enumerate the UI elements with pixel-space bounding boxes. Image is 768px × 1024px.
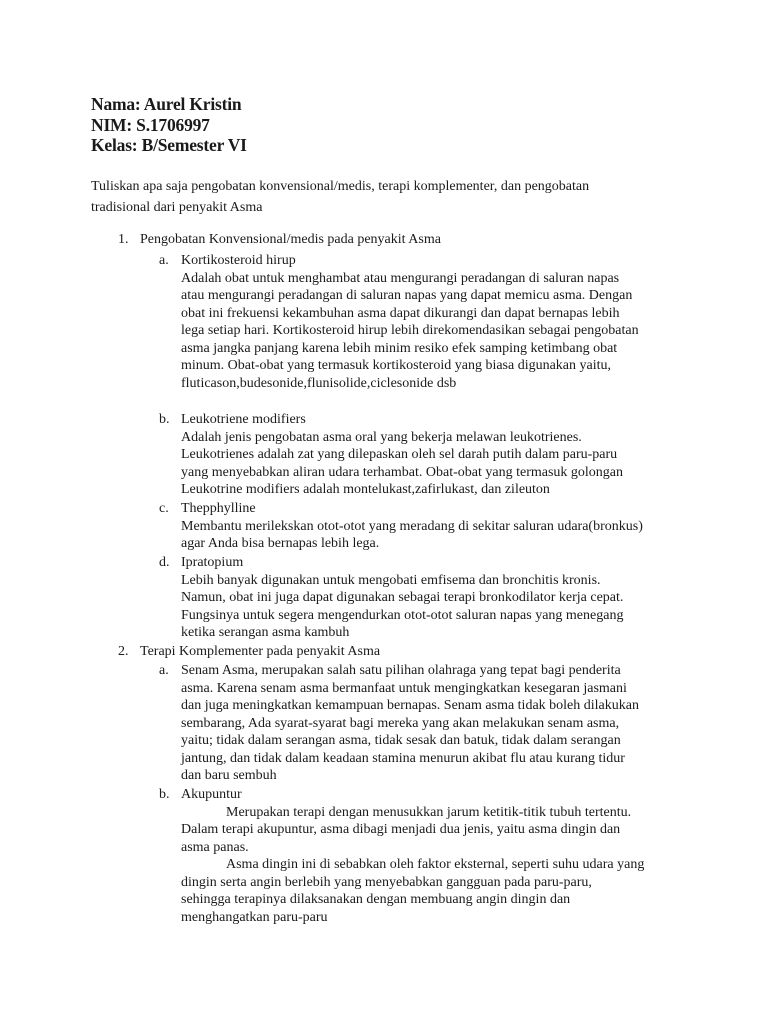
item-body [181,429,689,499]
student-header [91,94,247,156]
text-line: agar Anda bisa bernapas lebih lega. [181,536,380,551]
text-line: yang menyebabkan aliran udara terhambat. Obat-obat yang termasuk golongan [181,464,624,480]
text-line: dan baru sembuh [181,768,277,783]
section-1-title [118,231,441,249]
text-line: yaitu; tidak dalam serangan asma, tidak sesak dan batuk, tidak dalam serangan [181,733,621,748]
item-body [181,804,689,927]
text-line: Adalah jenis pengobatan asma oral yang bekerja melawan leukotrienes. [181,429,582,445]
list-item-ipratopium [159,554,689,642]
list-item-akupuntur [159,786,689,926]
text-line: asma panas. [181,839,249,855]
text-line: Leukotrienes adalah zat yang dilepaskan oleh sel darah putih dalam paru-paru [181,447,618,462]
text-line: fluticason,budesonide,flunisolide,ciclesonide dsb [181,375,457,391]
text-line: ketika serangan asma kambuh [181,625,350,640]
text-line: Senam Asma, merupakan salah satu pilihan olahraga yang tepat bagi penderita [181,663,621,678]
text-line: jantung, dan tidak dalam keadaan stamina menurun akibat flu atau kurang tidur [181,750,625,766]
text-line: asma. Karena senam asma bermanfaat untuk mengingkatkan kesegaran jasmani [181,680,627,696]
text-line: Lebih banyak digunakan untuk mengobati emfisema dan bronchitis kronis. [181,572,601,588]
item-body [181,270,689,393]
item-letter: d. [159,555,170,570]
question-line: tradisional dari penyakit Asma [91,199,263,215]
text-line: Namun, obat ini juga dapat digunakan sebagai terapi bronkodilator kerja cepat. [181,590,624,605]
text-line: Adalah obat untuk menghambat atau mengurangi peradangan di saluran napas [181,270,620,286]
text-line: asma jangka panjang karena lebih minim resiko efek samping ketimbang obat [181,340,618,356]
item-title: Ipratopium [181,555,244,570]
section-number: 1. [118,232,129,247]
list-item-senam-asma [159,662,689,785]
item-letter: b. [159,412,170,427]
item-letter: b. [159,787,170,802]
section-title-text: Terapi Komplementer pada penyakit Asma [140,644,381,659]
text-line: lega setiap hari. Kortikosteroid hirup lebih direkomendasikan sebagai pengobatan [181,323,639,338]
text-line: minum. Obat-obat yang termasuk kortikosteroid yang biasa digunakan yaitu, [181,358,612,373]
text-line: Fungsinya untuk segera mengendurkan otot-otot saluran napas yang menegang [181,607,624,623]
question-line: Tuliskan apa saja pengobatan konvensional/medis, terapi komplementer, dan pengobatan [91,179,590,194]
item-body [181,518,689,553]
text-line: dan juga meningkatkan kemampuan bernapas. Senam asma tidak boleh dilakukan [181,698,639,713]
list-item-kortikosteroid [159,252,689,392]
text-line: Dalam terapi akupuntur, asma dibagi menjadi dua jenis, yaitu asma dingin dan [181,822,621,837]
item-title: Thepphylline [181,501,256,516]
item-title: Leukotriene modifiers [181,412,306,427]
text-line: dingin serta angin berlebih yang menyebabkan gangguan pada paru-paru, [181,874,592,890]
item-letter: c. [159,501,169,516]
text-line: obat ini frekuensi kekambuhan asma dapat dikurangi dan dapat bernapas lebih [181,305,620,321]
student-class: Kelas: B/Semester VI [91,135,247,155]
student-nim: NIM: S.1706997 [91,114,210,135]
item-body [181,662,689,785]
list-item-thepphylline [159,500,689,553]
item-letter: a. [159,663,169,678]
section-2-title [118,643,380,661]
text-line: Membantu merilekskan otot-otot yang meradang di sekitar saluran udara(bronkus) [181,518,643,534]
text-line: menghangatkan paru-paru [181,909,328,925]
text-line: atau mengurangi peradangan di saluran napas yang dapat memicu asma. Dengan [181,288,633,303]
text-line: sehingga terapinya dilaksanakan dengan membuang angin dingin dan [181,892,571,907]
text-line: Leukotrine modifiers adalah montelukast,zafirlukast, dan zileuton [181,482,550,497]
text-line: sembarang, Ada syarat-syarat bagi mereka yang akan melakukan senam asma, [181,715,620,731]
item-body [181,572,689,642]
list-item-leukotriene [159,411,689,499]
item-title: Akupuntur [181,787,242,802]
assignment-question [91,177,691,218]
section-number: 2. [118,644,129,659]
section-title-text: Pengobatan Konvensional/medis pada penyakit Asma [140,232,441,247]
student-name: Nama: Aurel Kristin [91,94,242,114]
item-title: Kortikosteroid hirup [181,253,296,268]
text-line: Merupakan terapi dengan menusukkan jarum ketitik-titik tubuh tertentu. [226,804,632,820]
item-letter: a. [159,253,169,268]
text-line: Asma dingin ini di sebabkan oleh faktor eksternal, seperti suhu udara yang [226,857,645,872]
